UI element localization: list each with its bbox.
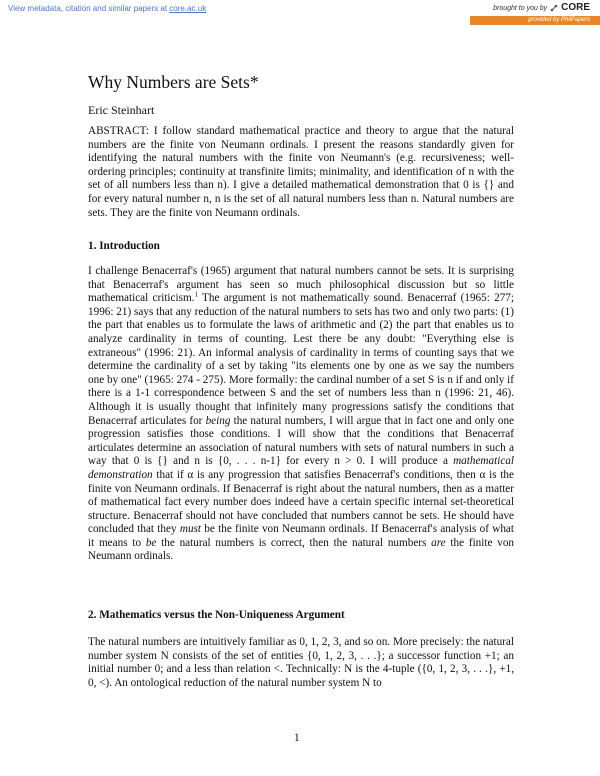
mathematics-paragraph: The natural numbers are intuitively familiar as 0, 1, 2, 3, and so on. More precisely: the natural number system N consists of the set of entities {0, 1, 2, 3, . . .}; a successor function +1; an initial number 0; and a less than relation <. Technically: N is the 4-tuple ({0, 1, 2, 3, . . .}, +1, 0, <). An ontological reduction of the natural number system N to	[88, 636, 514, 689]
provided-by-text: provided by PhilPapers	[528, 17, 590, 23]
core-logo-icon	[549, 3, 559, 13]
paper-author: Eric Steinhart	[88, 103, 155, 117]
core-logo-text: CORE	[561, 2, 590, 13]
brought-by-text: brought to you by	[493, 5, 548, 12]
core-banner	[0, 0, 600, 26]
section-heading-introduction: 1. Introduction	[88, 240, 160, 252]
introduction-paragraph: I challenge Benacerraf's (1965) argument that natural numbers cannot be sets. It is surprising that Benacerraf's argument has seen so much philosophical discussion but so little mathematical criticism.$^1$ The argument is not mathematically sound. Benacerraf (1965: 277; 1996: 21) says that any reduction of the natural numbers to sets has two and only two parts: (1) the part that enables us to formulate the laws of arithmetic and (2) the part that enables us to analyze cardinality in terms of counting. Lest there be any doubt: "Everything else is extraneous" (1996: 21). An informal analysis of cardinality in terms of counting says that we determine the cardinality of a set by taking "its elements one by one as we say the numbers one by one" (1965: 274 - 275). More formally: the cardinal number of a set S is n if and only if there is a 1-1 correspondence between S and the set of numbers less than n (1996: 21, 46). Although it is usually thought that infinitely many progressions satisfy the conditions that Benacerraf articulates for being the natural numbers, I will argue that in fact one and only one progression satisfies those conditions. I will show that the conditions that Benacerraf articulates determine an association of natural numbers with sets of natural numbers in such a way that 0 is {} and n is {0, . . . n-1} for every n > 0. I will produce a mathematical demonstration that if α is any progression that satisfies Benacerraf's conditions, then α is the finite von Neumann ordinals. If Benacerraf is right about the natural numbers, then as a matter of mathematical fact every number does indeed have a certain specific internal set-theoretical structure. Benacerraf should not have concluded that numbers cannot be sets. He should have concluded that they must be the finite von Neumann ordinals. If Benacerraf's analysis of what it means to be the natural numbers is correct, then the natural numbers are the finite von Neumann ordinals.	[88, 265, 515, 563]
abstract: ABSTRACT: I follow standard mathematical practice and theory to argue that the natural numbers are the finite von Neumann ordinals. I present the reasons standardly given for identifying the natural numbers with the finite von Neumann's (e.g. recursiveness; well-ordering principles; continuity at transfinite limits; minimality, and identification of n with the set of all numbers less than n). I give a detailed mathematical demonstration that 0 is {} and for every natural number n, n is the set of all natural numbers less than n. Natural numbers are sets. They are the finite von Neumann ordinals.	[88, 125, 514, 219]
footnote-marker[interactable]: 1	[194, 290, 198, 299]
provided-by-bar	[470, 16, 600, 25]
section-heading-mathematics: 2. Mathematics versus the Non-Uniqueness Argument	[88, 609, 345, 621]
core-metadata-text: View metadata, citation and similar papers at core.ac.uk	[8, 4, 207, 13]
core-branding[interactable]	[493, 2, 590, 13]
page-number: 1	[294, 732, 300, 744]
paper-title: Why Numbers are Sets*	[88, 72, 259, 92]
core-link[interactable]: core.ac.uk	[169, 4, 207, 13]
